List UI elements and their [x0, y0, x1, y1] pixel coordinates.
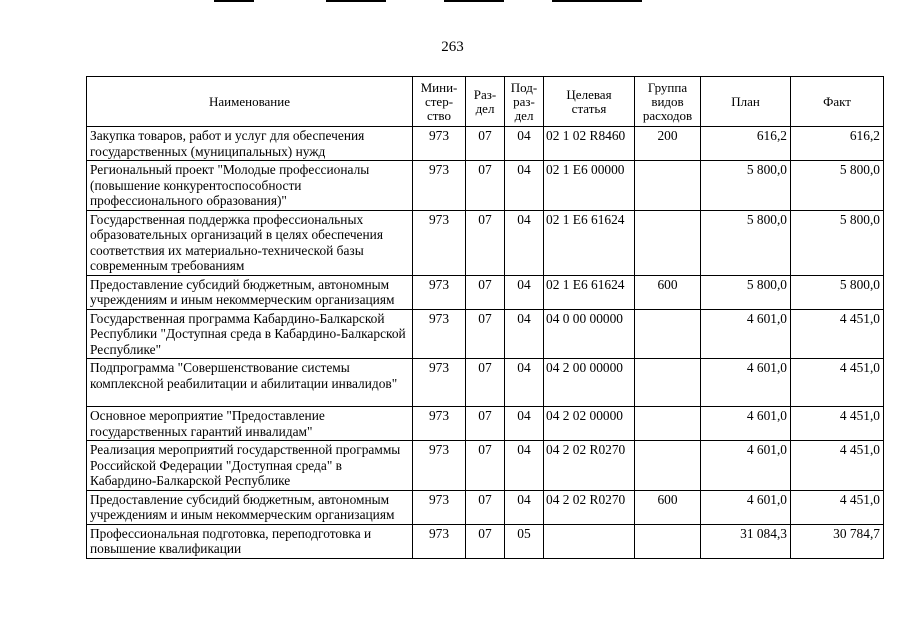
header-group: Группа видов расходов	[635, 77, 701, 127]
cell-ministry: 973	[413, 524, 466, 558]
cell-plan: 616,2	[701, 127, 791, 161]
cell-subsection: 04	[505, 490, 544, 524]
cell-name: Реализация мероприятий государственной программы Российской Федерации "Доступная среда" в Кабардино-Балкарской Республике	[87, 441, 413, 491]
cell-group	[635, 524, 701, 558]
cell-fact: 5 800,0	[791, 275, 884, 309]
cell-subsection: 04	[505, 210, 544, 275]
cell-name: Предоставление субсидий бюджетным, автономным учреждениям и иным некоммерческим организациям	[87, 275, 413, 309]
header-plan: План	[701, 77, 791, 127]
cell-group: 600	[635, 490, 701, 524]
cell-target: 02 1 E6 61624	[544, 210, 635, 275]
cell-fact: 4 451,0	[791, 309, 884, 359]
budget-table	[86, 76, 884, 559]
cell-fact: 5 800,0	[791, 210, 884, 275]
header-section: Раз- дел	[466, 77, 505, 127]
cell-name: Закупка товаров, работ и услуг для обеспечения государственных (муниципальных) нужд	[87, 127, 413, 161]
cell-plan: 4 601,0	[701, 359, 791, 407]
table-row	[87, 309, 884, 359]
cell-group	[635, 309, 701, 359]
cell-fact: 616,2	[791, 127, 884, 161]
cell-subsection: 05	[505, 524, 544, 558]
cell-plan: 31 084,3	[701, 524, 791, 558]
cell-ministry: 973	[413, 490, 466, 524]
cell-group	[635, 210, 701, 275]
table-row	[87, 161, 884, 211]
header-subsection: Под- раз- дел	[505, 77, 544, 127]
cell-target: 04 2 02 R0270	[544, 441, 635, 491]
cell-plan: 5 800,0	[701, 275, 791, 309]
table-row	[87, 490, 884, 524]
cell-subsection: 04	[505, 127, 544, 161]
cell-fact: 4 451,0	[791, 441, 884, 491]
table-row	[87, 524, 884, 558]
cell-name: Основное мероприятие "Предоставление государственных гарантий инвалидам"	[87, 407, 413, 441]
table-row	[87, 407, 884, 441]
cell-section: 07	[466, 210, 505, 275]
cell-section: 07	[466, 127, 505, 161]
cell-name: Государственная поддержка профессиональных образовательных организаций в целях обеспечения соответствия их материально-технической базы современным требованиям	[87, 210, 413, 275]
top-scan-marks	[0, 0, 905, 6]
cell-subsection: 04	[505, 275, 544, 309]
cell-name: Региональный проект "Молодые профессионалы (повышение конкурентоспособности профессионального образования)"	[87, 161, 413, 211]
cell-group	[635, 441, 701, 491]
header-name: Наименование	[87, 77, 413, 127]
cell-group: 200	[635, 127, 701, 161]
cell-ministry: 973	[413, 407, 466, 441]
cell-plan: 5 800,0	[701, 161, 791, 211]
cell-section: 07	[466, 407, 505, 441]
cell-fact: 4 451,0	[791, 407, 884, 441]
cell-name: Предоставление субсидий бюджетным, автономным учреждениям и иным некоммерческим организациям	[87, 490, 413, 524]
cell-subsection: 04	[505, 309, 544, 359]
cell-name: Подпрограмма "Совершенствование системы комплексной реабилитации и абилитации инвалидов"	[87, 359, 413, 407]
page-number: 263	[441, 39, 464, 55]
cell-section: 07	[466, 309, 505, 359]
cell-target	[544, 524, 635, 558]
cell-fact: 4 451,0	[791, 359, 884, 407]
table-row	[87, 275, 884, 309]
header-target: Целевая статья	[544, 77, 635, 127]
table-row	[87, 210, 884, 275]
cell-ministry: 973	[413, 210, 466, 275]
cell-target: 04 2 02 R0270	[544, 490, 635, 524]
cell-fact: 30 784,7	[791, 524, 884, 558]
cell-name: Государственная программа Кабардино-Балкарской Республики "Доступная среда в Кабардино-Балкарской Республике"	[87, 309, 413, 359]
cell-target: 04 2 00 00000	[544, 359, 635, 407]
header-fact: Факт	[791, 77, 884, 127]
cell-plan: 4 601,0	[701, 309, 791, 359]
cell-subsection: 04	[505, 161, 544, 211]
cell-fact: 4 451,0	[791, 490, 884, 524]
cell-ministry: 973	[413, 275, 466, 309]
cell-section: 07	[466, 490, 505, 524]
cell-subsection: 04	[505, 359, 544, 407]
cell-ministry: 973	[413, 309, 466, 359]
cell-section: 07	[466, 441, 505, 491]
cell-ministry: 973	[413, 127, 466, 161]
cell-section: 07	[466, 161, 505, 211]
header-ministry: Мини- стер- ство	[413, 77, 466, 127]
cell-target: 04 0 00 00000	[544, 309, 635, 359]
cell-plan: 4 601,0	[701, 441, 791, 491]
cell-group	[635, 359, 701, 407]
cell-section: 07	[466, 359, 505, 407]
table-row	[87, 441, 884, 491]
cell-name: Профессиональная подготовка, переподготовка и повышение квалификации	[87, 524, 413, 558]
cell-ministry: 973	[413, 441, 466, 491]
cell-group	[635, 161, 701, 211]
cell-subsection: 04	[505, 441, 544, 491]
cell-plan: 5 800,0	[701, 210, 791, 275]
table-row	[87, 359, 884, 407]
cell-ministry: 973	[413, 359, 466, 407]
cell-target: 02 1 02 R8460	[544, 127, 635, 161]
table-row	[87, 127, 884, 161]
cell-group: 600	[635, 275, 701, 309]
header-row	[87, 77, 884, 127]
cell-target: 04 2 02 00000	[544, 407, 635, 441]
cell-section: 07	[466, 275, 505, 309]
cell-group	[635, 407, 701, 441]
cell-section: 07	[466, 524, 505, 558]
cell-subsection: 04	[505, 407, 544, 441]
cell-target: 02 1 E6 00000	[544, 161, 635, 211]
cell-fact: 5 800,0	[791, 161, 884, 211]
cell-target: 02 1 E6 61624	[544, 275, 635, 309]
cell-plan: 4 601,0	[701, 490, 791, 524]
cell-ministry: 973	[413, 161, 466, 211]
cell-plan: 4 601,0	[701, 407, 791, 441]
